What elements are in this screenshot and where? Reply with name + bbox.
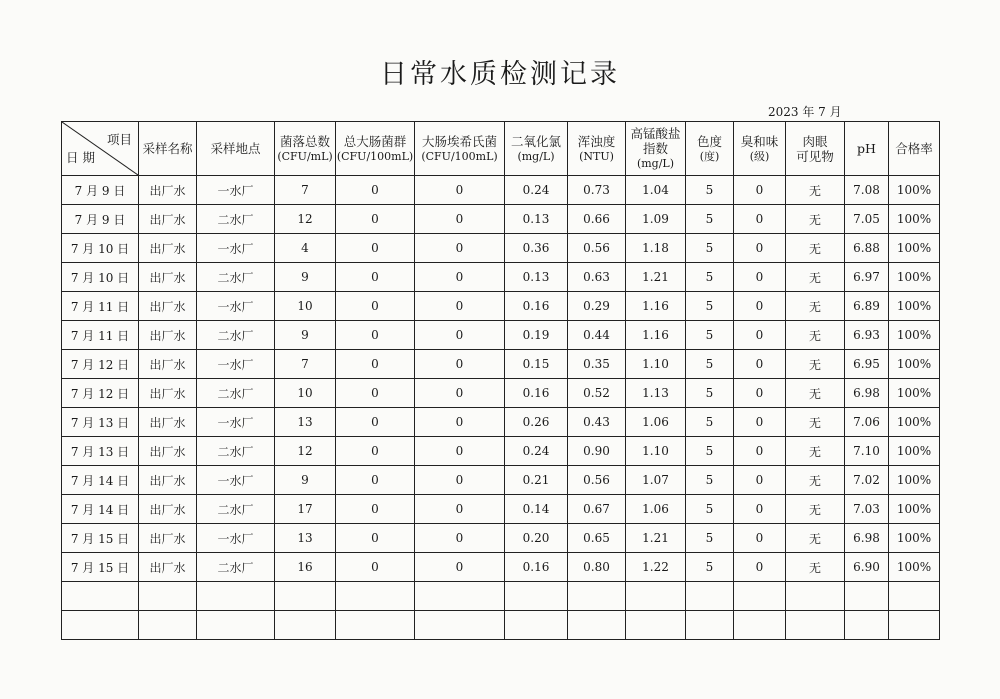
cell-visible-matter: 无	[786, 524, 845, 553]
header-label-line: (mg/L)	[517, 149, 555, 163]
header-turbidity	[568, 122, 626, 176]
cell-colony-count: 4	[275, 234, 336, 263]
empty-cell	[889, 582, 940, 611]
cell-sample-name: 出厂水	[139, 437, 197, 466]
header-label-line: 高锰酸盐	[630, 126, 681, 141]
cell-chroma: 5	[686, 234, 734, 263]
cell-chroma: 5	[686, 263, 734, 292]
table-row	[62, 292, 940, 321]
cell-odor-taste: 0	[734, 350, 786, 379]
cell-total-coliforms: 0	[336, 205, 415, 234]
cell-e-coli: 0	[415, 321, 505, 350]
cell-colony-count: 7	[275, 176, 336, 205]
cell-chlorine-dioxide: 0.16	[505, 292, 568, 321]
header-label-line: 二氧化氯	[510, 133, 561, 149]
cell-sample-location: 二水厂	[197, 495, 275, 524]
table-row	[62, 350, 940, 379]
cell-chlorine-dioxide: 0.13	[505, 205, 568, 234]
cell-date: 7 月 10 日	[62, 234, 139, 263]
cell-colony-count: 9	[275, 466, 336, 495]
cell-chroma: 5	[686, 466, 734, 495]
header-label-line: 可见物	[796, 148, 834, 164]
cell-sample-name: 出厂水	[139, 495, 197, 524]
cell-ph: 7.06	[845, 408, 889, 437]
cell-chlorine-dioxide: 0.16	[505, 553, 568, 582]
cell-chroma: 5	[686, 437, 734, 466]
cell-ph: 7.03	[845, 495, 889, 524]
cell-sample-name: 出厂水	[139, 350, 197, 379]
cell-sample-location: 二水厂	[197, 205, 275, 234]
cell-e-coli: 0	[415, 205, 505, 234]
cell-odor-taste: 0	[734, 553, 786, 582]
empty-cell	[686, 611, 734, 640]
cell-sample-name: 出厂水	[139, 234, 197, 263]
header-label-line: 菌落总数	[279, 133, 330, 149]
cell-sample-name: 出厂水	[139, 524, 197, 553]
cell-sample-location: 一水厂	[197, 350, 275, 379]
empty-cell	[686, 582, 734, 611]
table-row	[62, 408, 940, 437]
cell-sample-name: 出厂水	[139, 553, 197, 582]
record-date: 2023 年 7 月	[768, 105, 842, 119]
table-row	[62, 466, 940, 495]
cell-ph: 6.98	[845, 524, 889, 553]
empty-cell	[62, 611, 139, 640]
table-row	[62, 524, 940, 553]
cell-turbidity: 0.66	[568, 205, 626, 234]
cell-e-coli: 0	[415, 176, 505, 205]
cell-e-coli: 0	[415, 437, 505, 466]
cell-ph: 6.90	[845, 553, 889, 582]
cell-visible-matter: 无	[786, 176, 845, 205]
cell-odor-taste: 0	[734, 292, 786, 321]
cell-turbidity: 0.67	[568, 495, 626, 524]
cell-ph: 6.88	[845, 234, 889, 263]
empty-cell	[845, 611, 889, 640]
cell-chlorine-dioxide: 0.20	[505, 524, 568, 553]
cell-odor-taste: 0	[734, 379, 786, 408]
cell-turbidity: 0.80	[568, 553, 626, 582]
cell-chroma: 5	[686, 495, 734, 524]
cell-date: 7 月 11 日	[62, 321, 139, 350]
empty-cell	[415, 582, 505, 611]
cell-ph: 7.02	[845, 466, 889, 495]
header-total-coliforms	[336, 122, 415, 176]
empty-cell	[734, 611, 786, 640]
header-label-line: (NTU)	[579, 149, 614, 163]
cell-date: 7 月 15 日	[62, 553, 139, 582]
header-permanganate-index	[626, 122, 686, 176]
cell-pass-rate: 100%	[889, 350, 940, 379]
cell-total-coliforms: 0	[336, 292, 415, 321]
empty-cell	[845, 582, 889, 611]
header-ph	[845, 122, 889, 176]
table-row	[62, 553, 940, 582]
cell-date: 7 月 14 日	[62, 495, 139, 524]
cell-date: 7 月 10 日	[62, 263, 139, 292]
header-label-line: (级)	[749, 149, 770, 163]
header-chroma	[686, 122, 734, 176]
cell-pass-rate: 100%	[889, 379, 940, 408]
cell-date: 7 月 9 日	[62, 205, 139, 234]
cell-visible-matter: 无	[786, 263, 845, 292]
header-sample-name	[139, 122, 197, 176]
cell-colony-count: 10	[275, 379, 336, 408]
cell-turbidity: 0.90	[568, 437, 626, 466]
cell-colony-count: 7	[275, 350, 336, 379]
empty-cell	[275, 582, 336, 611]
header-colony-count	[275, 122, 336, 176]
cell-permanganate-index: 1.04	[626, 176, 686, 205]
cell-colony-count: 17	[275, 495, 336, 524]
cell-permanganate-index: 1.16	[626, 292, 686, 321]
cell-visible-matter: 无	[786, 379, 845, 408]
cell-total-coliforms: 0	[336, 379, 415, 408]
table-row	[62, 205, 940, 234]
empty-cell	[889, 611, 940, 640]
cell-colony-count: 9	[275, 321, 336, 350]
cell-visible-matter: 无	[786, 292, 845, 321]
empty-cell	[626, 582, 686, 611]
cell-visible-matter: 无	[786, 437, 845, 466]
cell-chlorine-dioxide: 0.13	[505, 263, 568, 292]
cell-e-coli: 0	[415, 292, 505, 321]
cell-sample-location: 一水厂	[197, 466, 275, 495]
cell-e-coli: 0	[415, 495, 505, 524]
header-label-line: pH	[857, 141, 876, 156]
cell-pass-rate: 100%	[889, 495, 940, 524]
cell-sample-location: 一水厂	[197, 524, 275, 553]
cell-chlorine-dioxide: 0.24	[505, 176, 568, 205]
header-label-line: (度)	[699, 149, 720, 163]
cell-chroma: 5	[686, 379, 734, 408]
table-row	[62, 495, 940, 524]
empty-cell	[505, 611, 568, 640]
cell-permanganate-index: 1.06	[626, 495, 686, 524]
cell-sample-name: 出厂水	[139, 321, 197, 350]
cell-chlorine-dioxide: 0.21	[505, 466, 568, 495]
cell-colony-count: 12	[275, 205, 336, 234]
cell-sample-location: 一水厂	[197, 234, 275, 263]
cell-permanganate-index: 1.07	[626, 466, 686, 495]
cell-pass-rate: 100%	[889, 437, 940, 466]
cell-total-coliforms: 0	[336, 437, 415, 466]
cell-odor-taste: 0	[734, 524, 786, 553]
cell-odor-taste: 0	[734, 205, 786, 234]
header-sample-location	[197, 122, 275, 176]
header-label-line: 大肠埃希氏菌	[421, 133, 497, 149]
cell-turbidity: 0.63	[568, 263, 626, 292]
cell-chroma: 5	[686, 553, 734, 582]
cell-visible-matter: 无	[786, 350, 845, 379]
cell-date: 7 月 11 日	[62, 292, 139, 321]
cell-chroma: 5	[686, 321, 734, 350]
empty-cell	[336, 611, 415, 640]
header-chlorine-dioxide	[505, 122, 568, 176]
cell-total-coliforms: 0	[336, 234, 415, 263]
cell-total-coliforms: 0	[336, 408, 415, 437]
header-label-line: (CFU/100mL)	[421, 149, 498, 163]
header-label-line: 浑浊度	[577, 133, 616, 149]
empty-cell	[734, 582, 786, 611]
cell-odor-taste: 0	[734, 263, 786, 292]
cell-chroma: 5	[686, 176, 734, 205]
cell-visible-matter: 无	[786, 495, 845, 524]
cell-sample-name: 出厂水	[139, 263, 197, 292]
header-label-line: (CFU/mL)	[277, 149, 333, 163]
table-row	[62, 437, 940, 466]
cell-chlorine-dioxide: 0.15	[505, 350, 568, 379]
header-label-line: 采样地点	[210, 141, 261, 156]
cell-colony-count: 13	[275, 524, 336, 553]
cell-colony-count: 13	[275, 408, 336, 437]
cell-colony-count: 10	[275, 292, 336, 321]
cell-sample-name: 出厂水	[139, 205, 197, 234]
cell-sample-location: 二水厂	[197, 553, 275, 582]
cell-colony-count: 12	[275, 437, 336, 466]
empty-cell	[275, 611, 336, 640]
cell-total-coliforms: 0	[336, 466, 415, 495]
cell-turbidity: 0.73	[568, 176, 626, 205]
empty-cell	[197, 582, 275, 611]
cell-sample-name: 出厂水	[139, 466, 197, 495]
cell-total-coliforms: 0	[336, 495, 415, 524]
cell-chroma: 5	[686, 292, 734, 321]
cell-chlorine-dioxide: 0.24	[505, 437, 568, 466]
empty-cell	[336, 582, 415, 611]
cell-pass-rate: 100%	[889, 292, 940, 321]
cell-odor-taste: 0	[734, 321, 786, 350]
cell-sample-name: 出厂水	[139, 408, 197, 437]
cell-pass-rate: 100%	[889, 321, 940, 350]
cell-odor-taste: 0	[734, 437, 786, 466]
cell-permanganate-index: 1.22	[626, 553, 686, 582]
cell-permanganate-index: 1.10	[626, 437, 686, 466]
header-row	[62, 122, 940, 176]
cell-pass-rate: 100%	[889, 524, 940, 553]
table-row	[62, 379, 940, 408]
cell-total-coliforms: 0	[336, 350, 415, 379]
cell-odor-taste: 0	[734, 176, 786, 205]
cell-e-coli: 0	[415, 466, 505, 495]
cell-permanganate-index: 1.10	[626, 350, 686, 379]
cell-e-coli: 0	[415, 379, 505, 408]
cell-date: 7 月 12 日	[62, 350, 139, 379]
cell-total-coliforms: 0	[336, 524, 415, 553]
empty-cell	[786, 582, 845, 611]
cell-sample-location: 二水厂	[197, 379, 275, 408]
cell-visible-matter: 无	[786, 408, 845, 437]
page-title: 日常水质检测记录	[380, 59, 620, 90]
cell-odor-taste: 0	[734, 408, 786, 437]
cell-sample-location: 二水厂	[197, 437, 275, 466]
empty-cell	[786, 611, 845, 640]
table-row	[62, 321, 940, 350]
header-label-line: 合格率	[895, 141, 933, 156]
cell-odor-taste: 0	[734, 466, 786, 495]
cell-total-coliforms: 0	[336, 321, 415, 350]
header-label-line: 指数	[642, 141, 668, 156]
header-e-coli	[415, 122, 505, 176]
header-odor-taste	[734, 122, 786, 176]
empty-cell	[139, 611, 197, 640]
header-corner-cell	[62, 122, 139, 176]
cell-odor-taste: 0	[734, 234, 786, 263]
cell-pass-rate: 100%	[889, 408, 940, 437]
cell-pass-rate: 100%	[889, 553, 940, 582]
empty-cell	[62, 582, 139, 611]
cell-permanganate-index: 1.18	[626, 234, 686, 263]
cell-visible-matter: 无	[786, 553, 845, 582]
cell-chroma: 5	[686, 350, 734, 379]
cell-turbidity: 0.65	[568, 524, 626, 553]
cell-permanganate-index: 1.16	[626, 321, 686, 350]
cell-ph: 6.95	[845, 350, 889, 379]
cell-turbidity: 0.44	[568, 321, 626, 350]
cell-turbidity: 0.35	[568, 350, 626, 379]
header-date-label: 日 期	[66, 150, 95, 165]
header-visible-matter	[786, 122, 845, 176]
header-label-line: (mg/L)	[636, 157, 675, 170]
cell-chroma: 5	[686, 408, 734, 437]
cell-pass-rate: 100%	[889, 466, 940, 495]
cell-date: 7 月 12 日	[62, 379, 139, 408]
header-label-line: (CFU/100mL)	[336, 149, 414, 163]
cell-e-coli: 0	[415, 263, 505, 292]
empty-row	[62, 611, 940, 640]
empty-cell	[197, 611, 275, 640]
cell-total-coliforms: 0	[336, 176, 415, 205]
empty-cell	[568, 582, 626, 611]
cell-chlorine-dioxide: 0.19	[505, 321, 568, 350]
table-row	[62, 176, 940, 205]
cell-ph: 6.97	[845, 263, 889, 292]
cell-ph: 6.89	[845, 292, 889, 321]
cell-visible-matter: 无	[786, 321, 845, 350]
cell-sample-location: 二水厂	[197, 263, 275, 292]
table-row	[62, 263, 940, 292]
cell-pass-rate: 100%	[889, 263, 940, 292]
cell-date: 7 月 14 日	[62, 466, 139, 495]
cell-e-coli: 0	[415, 524, 505, 553]
cell-permanganate-index: 1.09	[626, 205, 686, 234]
header-pass-rate	[889, 122, 940, 176]
cell-chroma: 5	[686, 524, 734, 553]
cell-chlorine-dioxide: 0.36	[505, 234, 568, 263]
table-row	[62, 234, 940, 263]
header-item-label: 项目	[106, 132, 132, 147]
cell-e-coli: 0	[415, 234, 505, 263]
cell-total-coliforms: 0	[336, 553, 415, 582]
cell-visible-matter: 无	[786, 234, 845, 263]
empty-cell	[415, 611, 505, 640]
cell-sample-location: 二水厂	[197, 321, 275, 350]
cell-sample-name: 出厂水	[139, 292, 197, 321]
cell-pass-rate: 100%	[889, 176, 940, 205]
header-label-line: 总大肠菌群	[343, 133, 407, 149]
cell-permanganate-index: 1.13	[626, 379, 686, 408]
cell-e-coli: 0	[415, 553, 505, 582]
header-label-line: 色度	[696, 133, 722, 149]
header-label-line: 采样名称	[142, 141, 193, 156]
table-body	[62, 176, 940, 640]
cell-chroma: 5	[686, 205, 734, 234]
cell-sample-location: 一水厂	[197, 408, 275, 437]
empty-cell	[626, 611, 686, 640]
cell-turbidity: 0.29	[568, 292, 626, 321]
cell-colony-count: 9	[275, 263, 336, 292]
cell-chlorine-dioxide: 0.14	[505, 495, 568, 524]
cell-visible-matter: 无	[786, 205, 845, 234]
cell-ph: 6.98	[845, 379, 889, 408]
cell-e-coli: 0	[415, 408, 505, 437]
cell-date: 7 月 13 日	[62, 437, 139, 466]
cell-e-coli: 0	[415, 350, 505, 379]
cell-turbidity: 0.56	[568, 466, 626, 495]
cell-colony-count: 16	[275, 553, 336, 582]
cell-date: 7 月 13 日	[62, 408, 139, 437]
cell-ph: 6.93	[845, 321, 889, 350]
cell-total-coliforms: 0	[336, 263, 415, 292]
empty-cell	[568, 611, 626, 640]
cell-ph: 7.05	[845, 205, 889, 234]
cell-ph: 7.10	[845, 437, 889, 466]
diagonal-divider	[62, 122, 138, 175]
cell-chlorine-dioxide: 0.16	[505, 379, 568, 408]
cell-pass-rate: 100%	[889, 205, 940, 234]
cell-odor-taste: 0	[734, 495, 786, 524]
cell-chlorine-dioxide: 0.26	[505, 408, 568, 437]
cell-sample-location: 一水厂	[197, 176, 275, 205]
cell-ph: 7.08	[845, 176, 889, 205]
cell-turbidity: 0.56	[568, 234, 626, 263]
cell-date: 7 月 15 日	[62, 524, 139, 553]
cell-sample-name: 出厂水	[139, 176, 197, 205]
cell-sample-name: 出厂水	[139, 379, 197, 408]
cell-permanganate-index: 1.06	[626, 408, 686, 437]
empty-cell	[139, 582, 197, 611]
empty-row	[62, 582, 940, 611]
cell-turbidity: 0.52	[568, 379, 626, 408]
cell-permanganate-index: 1.21	[626, 263, 686, 292]
cell-date: 7 月 9 日	[62, 176, 139, 205]
header-label-line: 肉眼	[802, 133, 828, 149]
cell-pass-rate: 100%	[889, 234, 940, 263]
cell-visible-matter: 无	[786, 466, 845, 495]
cell-sample-location: 一水厂	[197, 292, 275, 321]
empty-cell	[505, 582, 568, 611]
cell-permanganate-index: 1.21	[626, 524, 686, 553]
cell-turbidity: 0.43	[568, 408, 626, 437]
header-label-line: 臭和味	[740, 133, 779, 149]
water-quality-table	[61, 121, 940, 640]
